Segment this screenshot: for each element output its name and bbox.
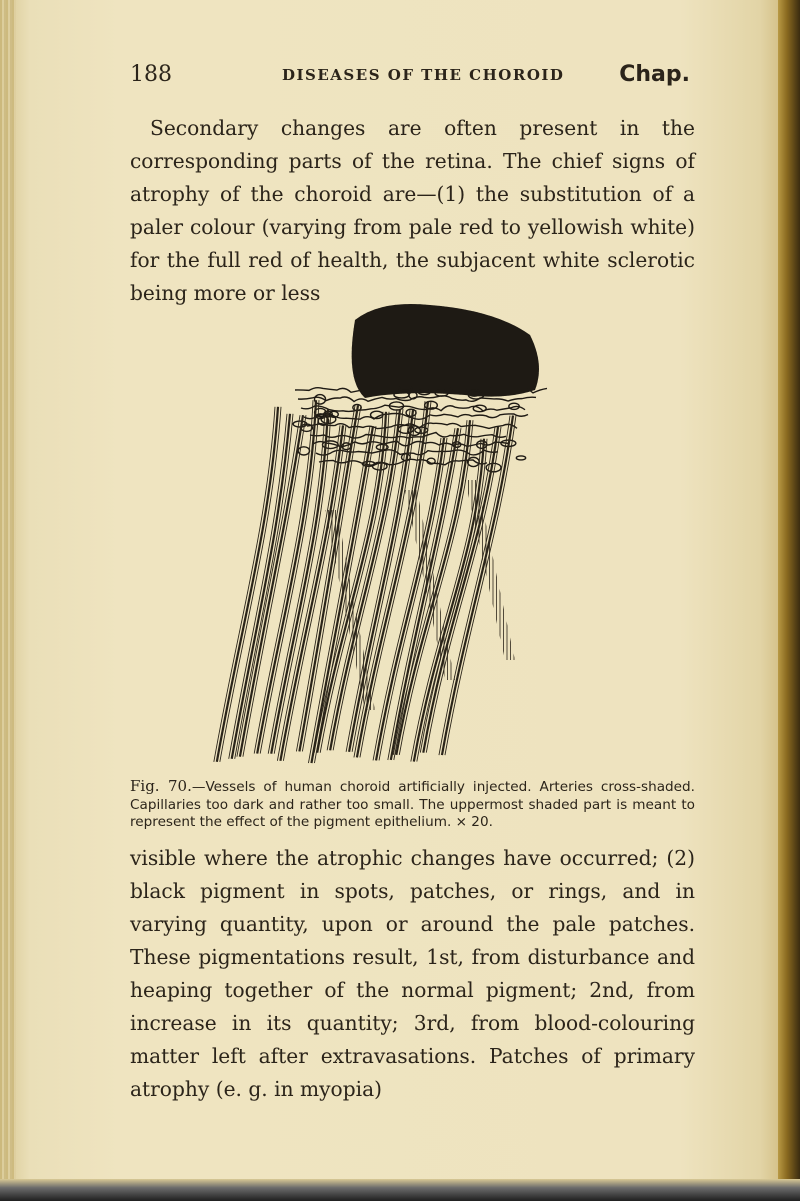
capillary-mesh <box>516 456 525 460</box>
page-edge-shadow <box>778 0 800 1201</box>
chapter-label: Chap. <box>619 62 690 87</box>
figure-caption <box>130 778 695 832</box>
shaded-artery <box>465 480 515 660</box>
figure-label: Fig. 70. <box>130 777 192 795</box>
artery-vessel <box>229 414 287 759</box>
capillary-mesh <box>406 409 416 416</box>
running-header <box>130 62 690 102</box>
figure-choroid-vessels <box>205 280 555 770</box>
body-paragraph-2: visible where the atrophic changes have occurred; (2) black pigment in spots, patches, or rings, and in varying quantity, upon or around the pale patches. These pigmentations result, 1st, from disturbance and heaping together of the normal pigment; 2nd, from increase in its quantity; 3rd, from blood-colouring matter left after extravasations. Patches of primary atrophy (e. g. in myopia) <box>130 846 695 1101</box>
page-bottom-edge <box>0 1179 800 1201</box>
page-number: 188 <box>130 62 172 87</box>
body-paragraph-1: Secondary changes are often present in the corresponding parts of the retina. The chief signs of atrophy of the choroid are—(1) the substitution of a paler colour (varying from pale red to yellowish white) for the full red of health, the subjacent white sclerotic being more or less <box>130 116 695 305</box>
running-head-title: DISEASES OF THE CHOROID <box>282 66 565 84</box>
artery-vessel <box>254 400 313 753</box>
choroid-vessels-illustration <box>205 280 555 770</box>
page-gutter <box>0 0 16 1201</box>
figure-caption-text: —Vessels of human choroid artificially injected. Arteries cross-shaded. Capillaries too dark and rather too small. The uppermost shaded part is meant to represent the effect of the pigment epithelium. × 20. <box>130 779 695 830</box>
